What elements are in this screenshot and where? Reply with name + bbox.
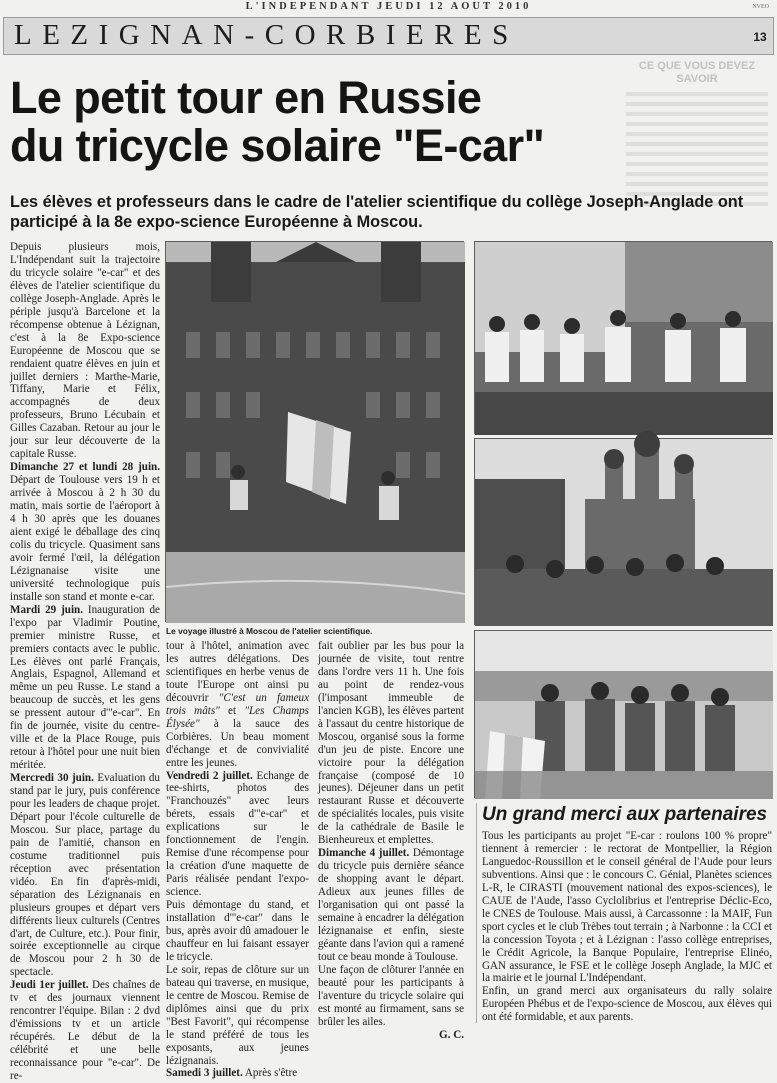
day-text: Départ de Toulouse vers 19 h et arrivée à Moscou à 2 h 30 du matin, mais sortie de l'aéroport à 4 h 30 après que les douanes aient exigé le déballage des cinq colis du tricycle. Quasiment sans avoir fermé l'œil, la délégation Lézignanaise visite une université technologique puis installe son stand et monte e-car. bbox=[10, 474, 160, 603]
day-text: Des chaînes de tv et des journaux viennent rencontrer l'équipe. Bilan : 2 dvd d'émissions tv et un article récupérés. Le début de la célébrité et une belle reconnaissance pour "e-car". De re- bbox=[10, 979, 160, 1082]
day-text: Démontage du tricycle puis dernière séance de shopping avant le départ. Adieux aux jeunes filles de l'organisation qui ont passé la semaine à encadrer la délégation lézignanaise et enfin, sieste géante dans l'avion qui a ramené tout ce beau monde à Toulouse. bbox=[318, 847, 464, 963]
body-text: et bbox=[228, 704, 237, 717]
day-label: Jeudi 1er juillet. bbox=[10, 979, 89, 992]
song-title: "C'est un fameux trois mâts" bbox=[166, 691, 309, 717]
saint-basil-photo bbox=[474, 438, 772, 625]
day-text: Evaluation du stand par le jury, puis conférence pour les leaders de chaque projet. Départ pour l'école culturelle de Moscou. Sur place, partage du pain de l'amitié, chanson en costume traditionnel puis réception avec présentation vidéo. En fin d'après-midi, séparation des Lézignanais en plusieurs groupes et départ vers différents lieux culturels (Centres d'art, de Culture, etc.). Pour finir, soirée exceptionnelle au cirque de Moscou pour 2 h 30 de spectacle. bbox=[10, 772, 160, 979]
saint-basil-photo-illustration bbox=[475, 439, 773, 626]
day-label: Vendredi 2 juillet. bbox=[166, 769, 253, 782]
body-paragraph: Puis démontage du stand, et installation d'"e-car" dans le bus, après avoir dû amadouer le chauffeur en lui faisant essayer le tricycle. bbox=[166, 899, 309, 963]
article-column-3 bbox=[318, 640, 464, 1041]
page-number: 13 bbox=[753, 30, 767, 44]
ghost-title: CE QUE VOUS DEVEZ SAVOIR bbox=[638, 60, 756, 85]
main-photo bbox=[165, 241, 464, 622]
running-head-text: L'INDEPENDANT JEUDI 12 AOUT 2010 bbox=[245, 1, 532, 12]
group-flag-photo bbox=[474, 630, 772, 798]
corner-code: NVEO bbox=[752, 4, 769, 10]
song-title: "Les Champs Élysée" bbox=[166, 704, 309, 730]
day-label: Dimanche 27 et lundi 28 juin. bbox=[10, 461, 160, 474]
partners-box-text bbox=[482, 830, 772, 1025]
day-label: Samedi 3 juillet. bbox=[166, 1067, 243, 1080]
body-paragraph: fait oublier par les bus pour la journée de visite, tout rentre dans l'ordre vers 11 h. Une fois au point de rendez-vous (l'imposant immeuble de l'ancien KGB), les élèves partent à l'assaut du centre historique de Moscou, organisé sous la forme d'un jeu de piste. Encore une victoire pour la délégation française (composé de 10 jeunes). Déjeuner dans un petit restaurant Russe et découverte de spécialités locales, puis visite de la cathédrale de Basile le Bienheureux et emplettes. bbox=[318, 640, 464, 847]
day-text: Echange de tee-shirts, photos des "Franchouzés" avec leurs bérets, essais d'"e-car" et explications sur le fonctionnement de l'engin. Remise d'une récompense pour la création d'une maquette de Paris réalisée pendant l'expo-science. bbox=[166, 769, 309, 899]
article-column-2 bbox=[166, 640, 309, 1080]
body-paragraph: Le soir, repas de clôture sur un bateau qui traverse, en musique, le centre de Moscou. Remise de diplômes ainsi que du prix "Best Favorit", qui récompense le stand préféré de tous les exposants, aux jeunes lézignanais. bbox=[166, 963, 309, 1067]
intro-paragraph: Depuis plusieurs mois, L'Indépendant suit la trajectoire du tricycle solaire "e-car" et des élèves de l'atelier scientifique du collège Joseph-Anglade. Après le périple jusqu'à Barcelone et la récompense obtenue à Lézignan, c'est à la 8e Expo-science Européenne de Moscou que se rendaient quatre élèves en juin et juillet derniers : Marthe-Marie, Tiffany, Marie et Félix, accompagnés de deux professeurs, Bruno Lécubain et Gilles Cazaban. Retour au jour le jour sur leur découverte de la capitale Russe. bbox=[10, 241, 160, 461]
day-text: Inauguration de l'expo par Vladimir Poutine, premier ministre Russe, et premiers contacts avec le public. Les élèves ont parlé Français, Anglais, Espagnol, Allemand et même un peu Russe. Le stand a beaucoup de succès, et les gens se pressent autour d'"e-car". En fin de journée, visite du centre-ville et de la Place Rouge, puis retour à l'hôtel pour une nuit bien méritée. bbox=[10, 603, 160, 772]
group-flag-photo-illustration bbox=[475, 631, 773, 799]
partners-paragraph: Tous les participants au projet "E-car : roulons 100 % propre" tiennent à remercier : le rectorat de Montpellier, la Région Languedoc-Roussillon et le conseil général de l'Aude pour leurs subventions. Ainsi que : le concours C. Génial, Planètes sciences L-R, le CIRASTI (mouvement national des expos-sciences), le CAUE de l'Aude, l'asso Cyclolibrius et l'entreprise Déclic-Eco, le CNES de Toulouse. Mais aussi, à Carcassonne : la MAIF, Fun sport cycles et le club Trèbes tout terrain ; à Narbonne : la CCI et la concession Toyota ; et à Lézignan : l'asso collège entreprises, le Crédit Agricole, la Banque Populaire, l'entreprise Elinéo, GAN assurance, le FSE et le collège Joseph Anglade, la MJC et la mairie et le journal L'Indépendant. bbox=[482, 830, 772, 985]
photo-caption: Le voyage illustré à Moscou de l'atelier scientifique. bbox=[166, 626, 373, 636]
partners-box-title: Un grand merci aux partenaires bbox=[482, 804, 768, 825]
body-paragraph: Une façon de clôturer l'année en beauté pour les participants à l'aventure du tricycle solaire qui est monté au firmament, sans se brûler les ailes. bbox=[318, 963, 464, 1028]
partners-paragraph: Enfin, un grand merci aux organisateurs du rally solaire Européen Phébus et de l'expo-science de Moscou, aux élèves qui ont été formidable, et aux parents. bbox=[482, 985, 772, 1024]
day-label: Mardi 29 juin. bbox=[10, 603, 83, 616]
day-label: Mercredi 30 juin. bbox=[10, 772, 94, 785]
article-column-1 bbox=[10, 241, 160, 1082]
body-text: tour à l'hôtel, animation avec les autres délégations. Des scientifiques en herbe venus de toute l'Europe ont ainsi pu découvrir bbox=[166, 640, 309, 704]
standfirst: Les élèves et professeurs dans le cadre de l'atelier scientifique du collège Joseph-Anglade ont participé à la 8e expo-science Européenne à Moscou. bbox=[10, 193, 744, 231]
section-title: LEZIGNAN-CORBIERES bbox=[14, 19, 519, 51]
expo-stand-photo-illustration bbox=[475, 242, 773, 435]
day-label: Dimanche 4 juillet. bbox=[318, 847, 410, 860]
headline-line-1: Le petit tour en Russie bbox=[10, 72, 482, 123]
body-text: à la sauce des Corbières. Un beau moment d'échange et de convivialité entre les jeunes. bbox=[166, 717, 309, 769]
day-text: Après s'être bbox=[244, 1067, 298, 1080]
running-head bbox=[0, 0, 777, 14]
headline-line-2: du tricycle solaire "E-car" bbox=[10, 120, 545, 171]
headline bbox=[10, 74, 620, 170]
author-signature: G. C. bbox=[439, 1028, 464, 1041]
expo-stand-photo bbox=[474, 241, 772, 434]
red-square-photo-illustration bbox=[166, 242, 465, 623]
box-divider bbox=[476, 803, 477, 1023]
